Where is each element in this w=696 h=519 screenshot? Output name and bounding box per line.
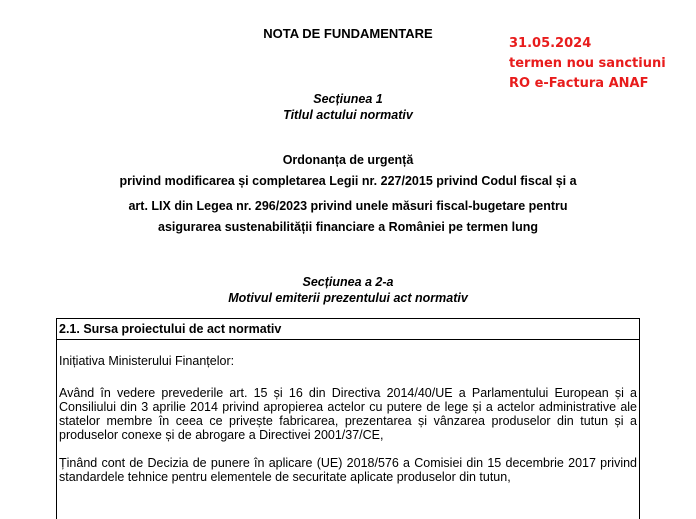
source-table xyxy=(56,318,640,519)
ordinance-line-3: art. LIX din Legea nr. 296/2023 privind unele măsuri fiscal-bugetare pentru xyxy=(128,199,568,213)
source-heading: 2.1. Sursa proiectului de act normativ xyxy=(57,319,639,340)
annotation-line-3: RO e-Factura ANAF xyxy=(509,76,649,91)
document-title: NOTA DE FUNDAMENTARE xyxy=(263,26,433,41)
paragraph-decision: Ținând cont de Decizia de punere în aplicare (UE) 2018/576 a Comisiei din 15 decembrie 2017 privind standardele tehnice pentru elementele de securitate aplicate produselor din tutun, xyxy=(59,456,637,484)
ordinance-line-4: asigurarea sustenabilității financiare a României pe termen lung xyxy=(158,220,538,234)
paragraph-directive: Având în vedere prevederile art. 15 și 16 din Directiva 2014/40/UE a Parlamentului European și a Consiliului din 3 aprilie 2014 privind apropierea actelor cu putere de lege și a actelor administrative ale statelor membre în ceea ce privește fabricarea, prezentarea și vânzarea produselor din tutun și a produselor conexe și de abrogare a Directivei 2001/37/CE, xyxy=(59,386,637,442)
section-1-subtitle: Titlul actului normativ xyxy=(283,108,413,122)
section-1-label: Secțiunea 1 xyxy=(313,92,383,106)
ordinance-line-1: Ordonanța de urgență xyxy=(282,153,414,167)
ordinance-line-2: privind modificarea și completarea Legii nr. 227/2015 privind Codul fiscal și a xyxy=(119,174,577,188)
section-2-label: Secțiunea a 2-a xyxy=(302,275,394,289)
annotation-date: 31.05.2024 xyxy=(509,36,592,51)
paragraph-initiative: Inițiativa Ministerului Finanțelor: xyxy=(59,354,235,368)
section-2-subtitle: Motivul emiterii prezentului act normativ xyxy=(228,291,468,305)
annotation-line-2: termen nou sanctiuni xyxy=(509,56,666,71)
